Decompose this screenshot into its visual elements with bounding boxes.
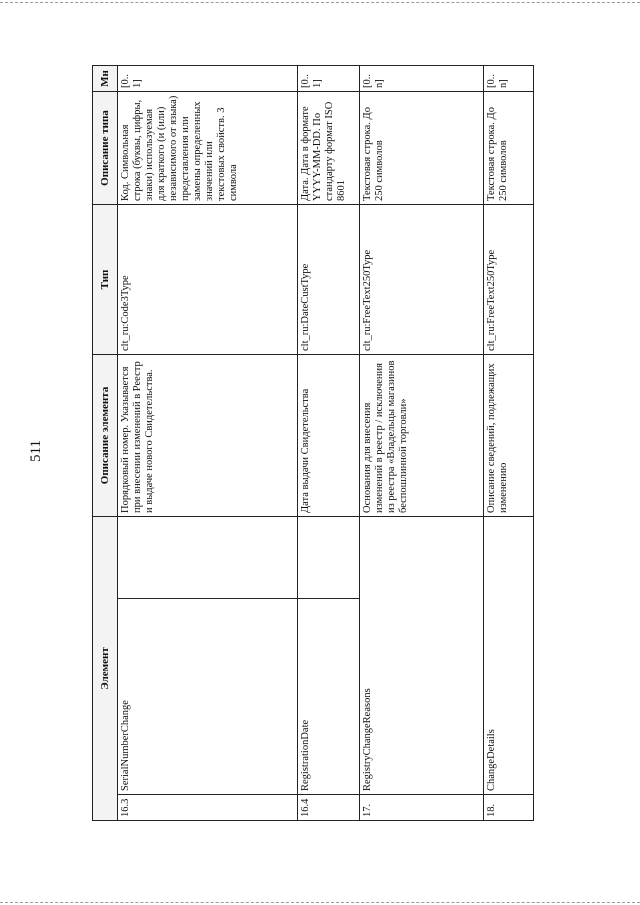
document-table-area xyxy=(92,66,509,821)
row-type-description: Текстовая строка. До 250 символов xyxy=(360,92,484,205)
table-row xyxy=(118,66,298,821)
table-row xyxy=(298,66,360,821)
row-multiplicity: [0..1] xyxy=(118,66,298,92)
row-number: 18. xyxy=(484,795,534,821)
row-type-description: Дата. Дата в формате YYYY-MM-DD. По стандарту формат ISO 8601 xyxy=(298,92,360,205)
table-row xyxy=(484,66,534,821)
row-number: 16.3 xyxy=(118,795,298,821)
row-number: 16.4 xyxy=(298,795,360,821)
row-description: Основания для внесения изменений в реестр / исключения из реестра «Владельцы магазинов беспошлинной торговли» xyxy=(360,355,484,517)
row-multiplicity: [0..1] xyxy=(298,66,360,92)
row-description: Описание сведений, подлежащих изменению xyxy=(484,355,534,517)
header-multiplicity: Мн xyxy=(93,66,118,92)
row-type-description: Код. Символьная строка (буквы, цифры, знаки) используемая для краткого (и (или) независимого от языка) представления или замены определенных значений или текстовых свойств. 3 символа xyxy=(118,92,298,205)
row-type: clt_ru:FreeText250Type xyxy=(360,205,484,355)
row-spacer xyxy=(298,517,360,599)
header-type: Тип xyxy=(93,205,118,355)
row-type-description: Текстовая строка. До 250 символов xyxy=(484,92,534,205)
row-description: Порядковый номер. Указывается при внесении изменений в Реестр и выдаче нового Свидетельства. xyxy=(118,355,298,517)
row-element-name: RegistryChangeReasons xyxy=(360,517,484,795)
row-spacer xyxy=(118,517,298,599)
row-type: clt_ru:FreeText250Type xyxy=(484,205,534,355)
row-multiplicity: [0..n] xyxy=(360,66,484,92)
row-element-name: SerialNumberChange xyxy=(118,599,298,795)
table-header-row xyxy=(93,66,118,821)
header-element: Элемент xyxy=(93,517,118,821)
row-description: Дата выдачи Свидетельства xyxy=(298,355,360,517)
row-type: clt_ru:DateCustType xyxy=(298,205,360,355)
elements-table xyxy=(92,65,534,821)
rotated-table-container xyxy=(92,66,509,821)
row-type: clt_ru:Code3Type xyxy=(118,205,298,355)
scan-artifact-line-top xyxy=(0,2,640,4)
row-element-name: ChangeDetails xyxy=(484,517,534,795)
row-element-name: RegistrationDate xyxy=(298,599,360,795)
scan-artifact-line-bottom xyxy=(0,902,640,904)
header-type-description: Описание типа xyxy=(93,92,118,205)
header-description: Описание элемента xyxy=(93,355,118,517)
row-number: 17. xyxy=(360,795,484,821)
row-multiplicity: [0..n] xyxy=(484,66,534,92)
table-row xyxy=(360,66,484,821)
page-number: 511 xyxy=(28,440,44,462)
